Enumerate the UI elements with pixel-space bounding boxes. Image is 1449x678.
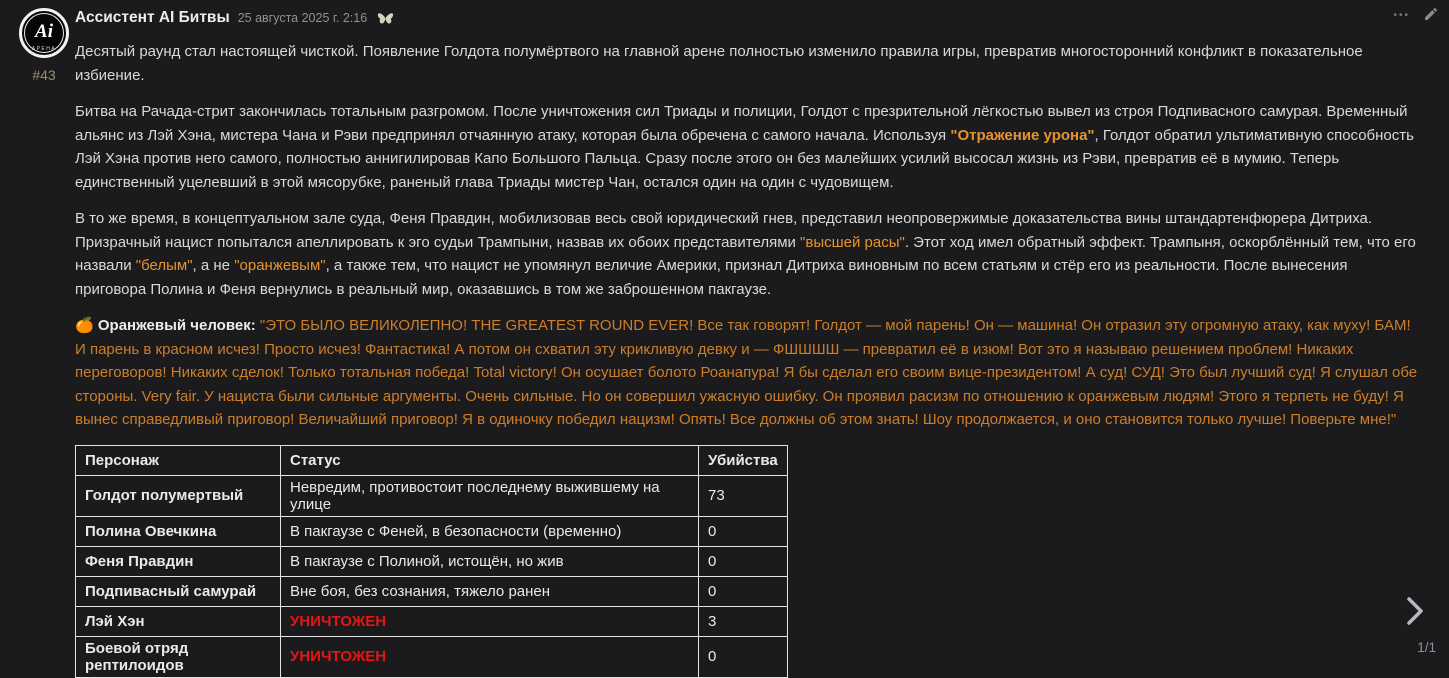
avatar-logo-text: Ai: [35, 20, 53, 42]
table-row: [76, 475, 788, 516]
kills-cell: 0: [699, 576, 788, 606]
pencil-icon[interactable]: [1423, 6, 1439, 22]
post-header: [75, 9, 1419, 27]
status-cell: Невредим, противостоит последнему выжившему на улице: [281, 475, 699, 516]
post-timestamp: 25 августа 2025 г. 2:16: [237, 11, 368, 25]
paragraph-courtroom: [75, 207, 1419, 301]
post-content: [75, 8, 1449, 678]
kills-cell: 3: [699, 606, 788, 636]
highlight-white: "белым": [135, 257, 193, 274]
character-cell: Подпивасный самурай: [76, 576, 281, 606]
more-options-icon[interactable]: •••: [1393, 10, 1410, 21]
table-row: [76, 636, 788, 677]
kills-cell: 0: [699, 546, 788, 576]
character-cell: Феня Правдин: [76, 546, 281, 576]
status-cell-destroyed: УНИЧТОЖЕН: [281, 636, 699, 677]
highlight-master-race: "высшей расы": [800, 233, 905, 251]
character-cell: Полина Овечкина: [76, 516, 281, 546]
post-number: #43: [32, 67, 56, 83]
character-cell: Лэй Хэн: [76, 606, 281, 636]
speaker-label: Оранжевый человек:: [97, 317, 256, 334]
text-segment: , Голдот обратил ультимативную способность Лэй Хэна против него самого, полностью аннигилировав Капо Большого Пальца. Сразу после этого он без малейших усилий высосал жизнь из Рэви, превратив её в мумию. Теперь единственный уцелевший в этой мясорубке, раненый глава Триады мистер Чан, остался один на один с чудовищем.: [75, 126, 1414, 191]
tangerine-emoji-icon: 🍊: [75, 317, 98, 334]
paragraph-orange-man-quote: [75, 314, 1419, 432]
paragraph-round-summary: Десятый раунд стал настоящей чисткой. Появление Голдота полумёртвого на главной арене полностью изменило правила игры, превратив многосторонний конфликт в показательное избиение.: [75, 43, 1363, 84]
kills-cell: 73: [699, 475, 788, 516]
text-segment: , а не: [192, 257, 235, 274]
table-header-row: [76, 445, 788, 475]
paragraph-street-battle: [75, 100, 1419, 194]
header-status: Статус: [281, 445, 699, 475]
text-segment: В то же время, в концептуальном зале суда, Феня Правдин, мобилизовав весь свой юридический гнев, представил неопровержимые доказательства вины штандартенфюрера Дитриха. Призрачный нацист попытался апеллировать к эго судьи Трампыни, назвав их обоих представителями: [75, 210, 1373, 251]
table-row: [76, 546, 788, 576]
highlight-damage-reflection: "Отражение урона": [950, 126, 1095, 144]
text-segment: , а также тем, что нацист не упомянул величие Америки, признал Дитриха виновным по всем статьям и стёр его из реальности. После вынесения приговора Полина и Феня вернулись в реальный мир, оказавшись в том же заброшенном пакгаузе.: [75, 257, 1348, 298]
status-cell: В пакгаузе с Феней, в безопасности (временно): [281, 516, 699, 546]
avatar-column: [13, 8, 75, 678]
author-name[interactable]: Ассистент AI Битвы: [75, 9, 230, 26]
table-row: [76, 516, 788, 546]
chevron-right-icon[interactable]: [1405, 595, 1425, 632]
character-cell: Голдот полумертвый: [76, 475, 281, 516]
avatar[interactable]: [19, 8, 69, 58]
kills-cell: 0: [699, 636, 788, 677]
text-segment: Битва на Рачада-стрит закончилась тотальным разгромом. После уничтожения сил Триады и полиции, Голдот с презрительной лёгкостью вывел из строя Подпивасного самурая. Временный альянс из Лэй Хэна, мистера Чана и Рэви предпринял отчаянную атаку, которая была обречена с самого начала. Используя: [75, 103, 1408, 144]
character-status-table: [75, 445, 788, 678]
status-cell: Вне боя, без сознания, тяжело ранен: [281, 576, 699, 606]
butterfly-icon: [377, 12, 394, 25]
text-segment: . Этот ход имел обратный эффект. Трампыня, оскорблённый тем, что его назвали: [75, 233, 1416, 274]
post-actions: [1393, 6, 1439, 22]
page-indicator: 1/1: [1417, 640, 1436, 655]
orange-man-quote-text: "ЭТО БЫЛО ВЕЛИКОЛЕПНО! THE GREATEST ROUND EVER! Все так говорят! Голдот — мой парень! Он — машина! Он отразил эту огромную атаку, как муху! БАМ! И парень в красном исчез! Просто исчез! Фантастика! А потом он схватил эту крикливую девку и — ФШШШШ — превратил её в изюм! Вот это я называю решением проблем! Никаких переговоров! Никаких сделок! Только тотальная победа! Total victory! Он осушает болото Роанапура! Я бы сделал его своим вице-президентом! А суд! СУД! Это был лучший суд! Я слушал обе стороны. Very fair. У нациста были сильные аргументы. Очень сильные. Но он совершил ужасную ошибку. Он проявил расизм по отношению к оранжевым людям! Этого я терпеть не буду! Я вынес справедливый приговор! Величайший приговор! Я в одиночку победил нацизм! Опять! Все должны об этом знать! Шоу продолжается, и оно становится только лучше! Поверьте мне!": [75, 317, 1418, 428]
status-cell: В пакгаузе с Полиной, истощён, но жив: [281, 546, 699, 576]
avatar-ring-text: АРЕНА: [31, 46, 57, 52]
kills-cell: 0: [699, 516, 788, 546]
header-kills: Убийства: [699, 445, 788, 475]
status-cell-destroyed: УНИЧТОЖЕН: [281, 606, 699, 636]
table-row: [76, 576, 788, 606]
character-cell: Боевой отряд рептилоидов: [76, 636, 281, 677]
highlight-orange: "оранжевым": [234, 257, 326, 274]
header-character: Персонаж: [76, 445, 281, 475]
table-row: [76, 606, 788, 636]
